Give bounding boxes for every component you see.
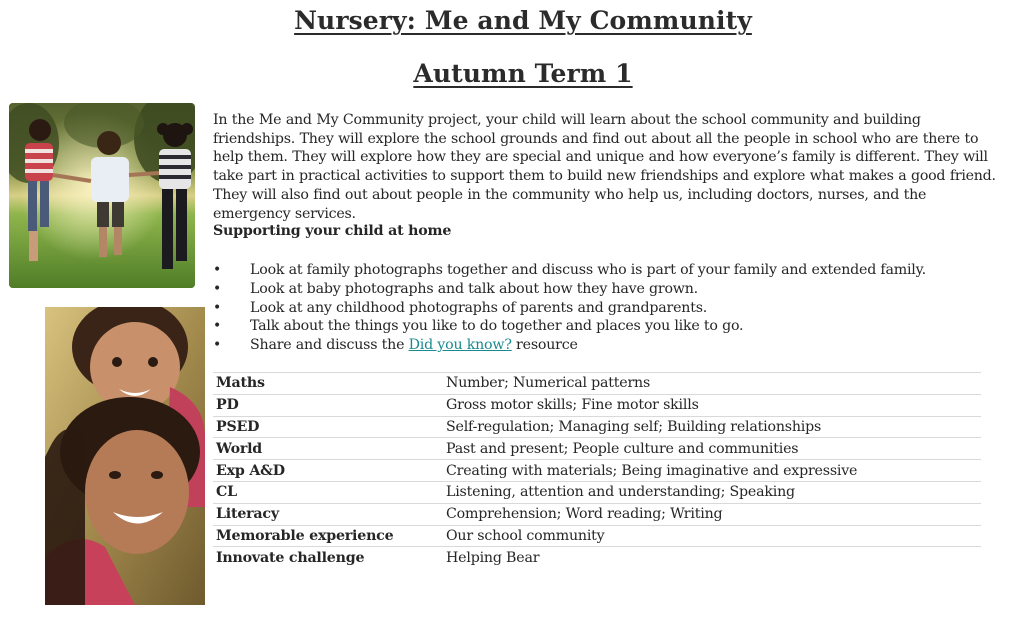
table-row — [213, 394, 981, 416]
area-cell: Exp A&D — [216, 462, 285, 479]
list-item — [213, 280, 1003, 299]
table-row — [213, 438, 981, 460]
table-row — [213, 481, 981, 503]
area-cell: CL — [216, 484, 237, 501]
focus-cell: Past and present; People culture and communities — [446, 440, 799, 457]
bullet-icon: • — [213, 299, 222, 316]
area-cell: PSED — [216, 418, 260, 435]
bullet-icon: • — [213, 337, 222, 354]
term-subtitle: Autumn Term 1 — [413, 59, 633, 88]
bullet-icon: • — [213, 262, 222, 278]
support-heading: Supporting your child at home — [213, 223, 452, 239]
area-cell: Memorable experience — [216, 527, 394, 544]
list-item — [213, 261, 1003, 280]
area-cell: Literacy — [216, 506, 279, 523]
focus-cell: Number; Numerical patterns — [446, 375, 651, 392]
tip-text: Look at baby photographs and talk about how they have grown. — [250, 280, 698, 297]
bullet-icon: • — [213, 318, 222, 335]
tip-text-after: resource — [511, 337, 578, 354]
focus-cell: Listening, attention and understanding; Speaking — [446, 484, 795, 501]
area-cell: World — [216, 440, 263, 457]
page-title: Nursery: Me and My Community — [294, 6, 752, 35]
table-row — [213, 547, 981, 569]
tip-text-before: Share and discuss the — [250, 337, 409, 354]
list-item — [213, 299, 1003, 318]
table-row — [213, 525, 981, 547]
area-cell: Innovate challenge — [216, 550, 365, 567]
project-intro-paragraph: In the Me and My Community project, your child will learn about the school community and building friendships. They will explore the school grounds and find out about all the people in school who are there to help them. They will explore how they are special and unique and how everyone’s family is different. They will take part in practical activities to support them to build new friendships and explore what makes a good friend. They will also find out about people in the community who help us, including doctors, nurses, and the emergency services. — [213, 112, 996, 222]
tip-text: Talk about the things you like to do together and places you like to go. — [250, 318, 744, 335]
tip-text: Look at any childhood photographs of parents and grandparents. — [250, 299, 708, 316]
table-row — [213, 373, 981, 395]
focus-cell: Comprehension; Word reading; Writing — [446, 506, 723, 523]
did-you-know-link[interactable]: Did you know? — [408, 337, 512, 354]
table-row — [213, 416, 981, 438]
list-item — [213, 336, 1003, 355]
table-row — [213, 460, 981, 482]
focus-cell: Gross motor skills; Fine motor skills — [446, 397, 699, 414]
table-row — [213, 503, 981, 525]
area-cell: Maths — [216, 375, 265, 392]
list-item — [213, 317, 1003, 336]
area-cell: PD — [216, 397, 239, 414]
mother-and-child-photo — [45, 307, 205, 605]
focus-cell: Our school community — [446, 527, 605, 544]
tip-text: Look at family photographs together and discuss who is part of your family and extended family. — [250, 262, 926, 278]
focus-cell: Self-regulation; Managing self; Building relationships — [446, 418, 822, 435]
bullet-icon: • — [213, 280, 222, 297]
focus-cell: Helping Bear — [446, 550, 540, 567]
children-running-photo — [9, 103, 195, 288]
curriculum-table — [213, 372, 981, 569]
focus-cell: Creating with materials; Being imaginative and expressive — [446, 462, 858, 479]
home-tips-list — [213, 261, 1003, 355]
